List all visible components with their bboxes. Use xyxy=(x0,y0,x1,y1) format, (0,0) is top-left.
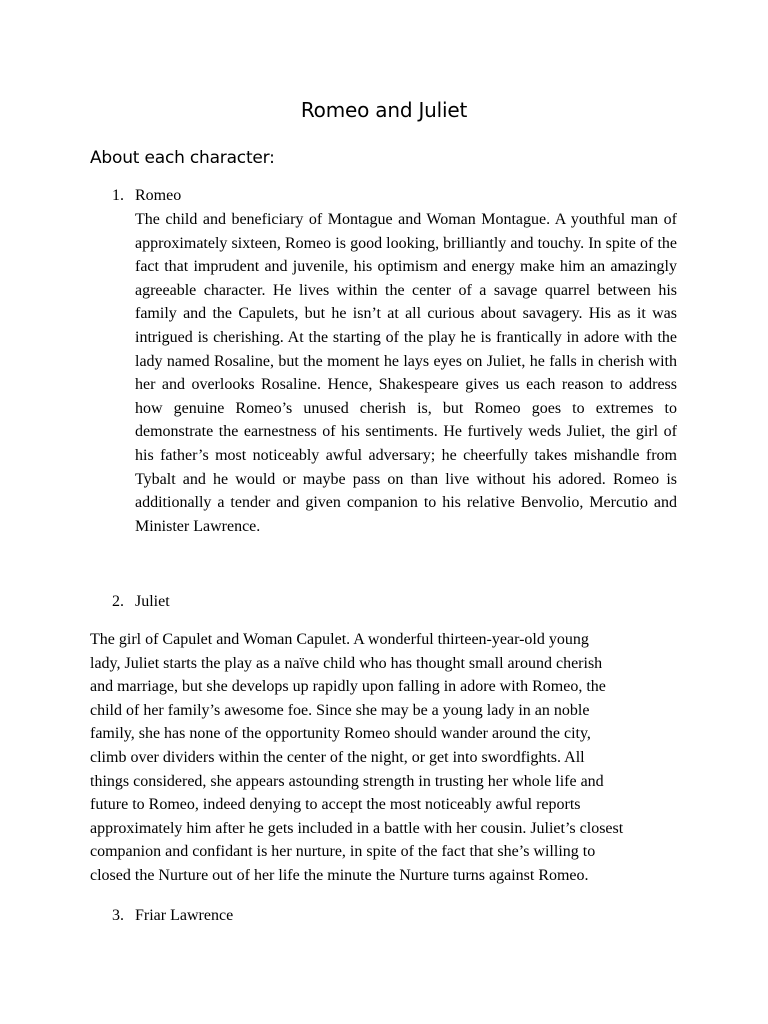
character-name-romeo: Romeo xyxy=(135,187,182,204)
paragraph-line: climb over dividers within the center of the night, or get into swordfights. All xyxy=(90,748,585,766)
character-description-romeo: The child and beneficiary of Montague and Woman Montague. A youthful man of approximately sixteen, Romeo is good looking, brilliantly and touchy. In spite of the fact that imprudent and juvenile, his optimism and energy make him an amazingly agreeable character. He lives within the center of a savage quarrel between his family and the Capulets, but he isn’t at all curious about savagery. His as it was intrigued is cherishing. At the starting of the play he is frantically in adore with the lady named Rosaline, but the moment he lays eyes on Juliet, he falls in cherish with her and overlooks Rosaline. Hence, Shakespeare gives us each reason to address how genuine Romeo’s unused cherish is, but Romeo goes to extremes to demonstrate the earnestness of his sentiments. He furtively weds Juliet, the girl of his father’s most noticeably awful adversary; he cheerfully takes mishandle from Tybalt and he would or maybe pass on than live without his adored. Romeo is additionally a tender and given companion to his relative Benvolio, Mercutio and Minister Lawrence. xyxy=(135,211,677,535)
paragraph-line: child of her family’s awesome foe. Since she may be a young lady in an noble xyxy=(90,701,590,719)
section-heading: About each character: xyxy=(90,148,275,168)
list-number-3: 3. xyxy=(112,907,124,924)
paragraph-line: future to Romeo, indeed denying to accept the most noticeably awful reports xyxy=(90,796,581,814)
paragraph-line: lady, Juliet starts the play as a naïve child who has thought small around cherish xyxy=(90,654,603,672)
list-number-1: 1. xyxy=(112,187,124,204)
character-name-friar-lawrence: Friar Lawrence xyxy=(135,907,234,924)
list-number-2: 2. xyxy=(112,593,124,610)
paragraph-line: closed the Nurture out of her life the minute the Nurture turns against Romeo. xyxy=(90,866,589,884)
character-description-juliet xyxy=(90,628,690,888)
paragraph-line: The girl of Capulet and Woman Capulet. A wonderful thirteen-year-old young xyxy=(90,631,589,648)
paragraph-line: and marriage, but she develops up rapidly upon falling in adore with Romeo, the xyxy=(90,678,606,696)
character-name-juliet: Juliet xyxy=(135,593,170,610)
paragraph-line: family, she has none of the opportunity Romeo should wander around the city, xyxy=(90,725,591,743)
paragraph-line: things considered, she appears astounding strength in trusting her whole life and xyxy=(90,772,604,790)
paragraph-line: companion and confidant is her nurture, in spite of the fact that she’s willing to xyxy=(90,843,596,861)
document-title: Romeo and Juliet xyxy=(300,98,468,122)
paragraph-line: approximately him after he gets included in a battle with her cousin. Juliet’s closest xyxy=(90,819,624,837)
